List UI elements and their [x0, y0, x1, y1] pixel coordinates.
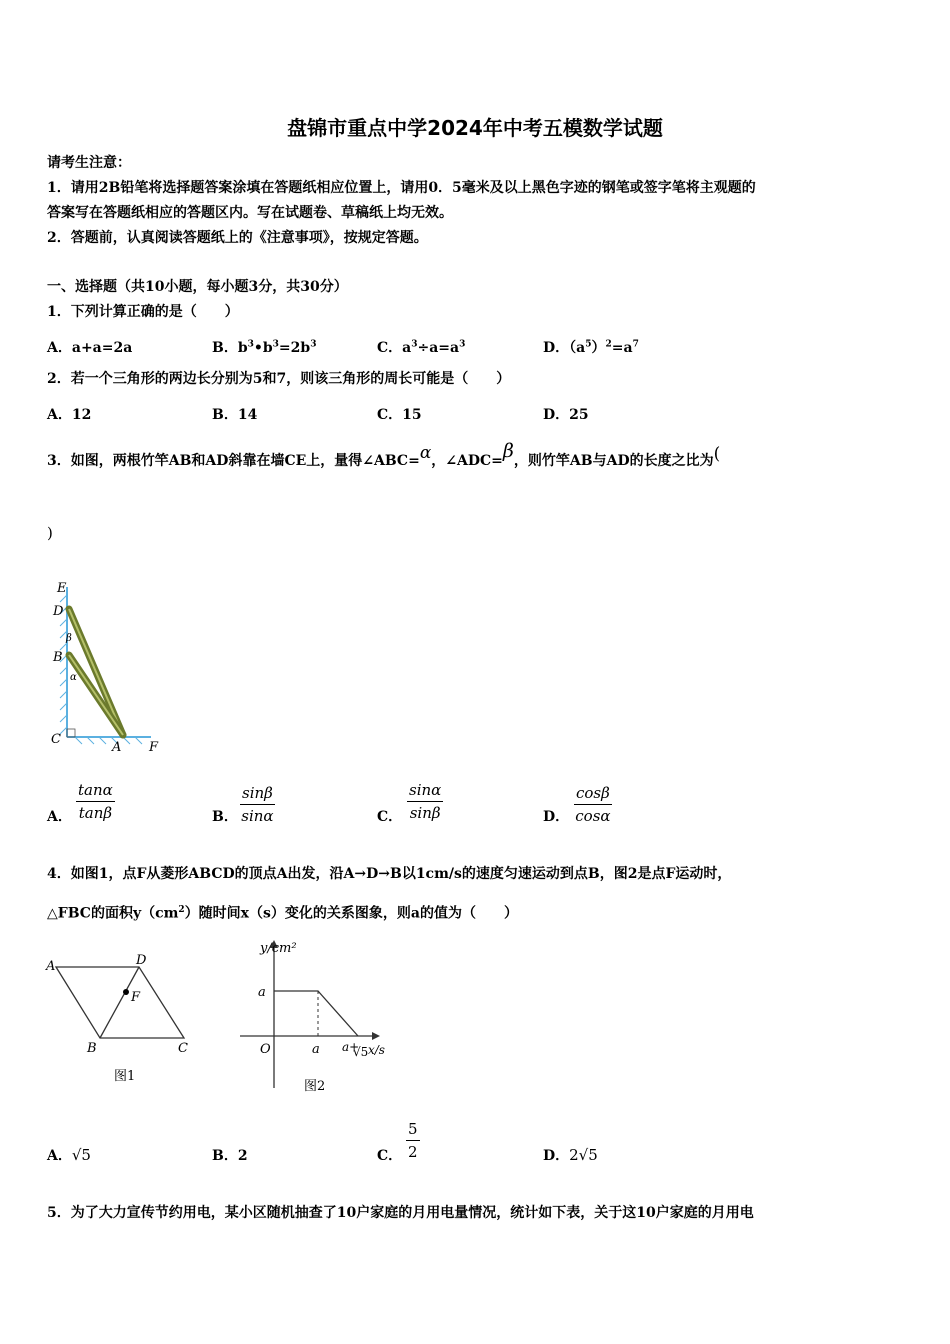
fig2-caption: 图2: [304, 1079, 326, 1094]
q3-stem: 3．如图，两根竹竿AB和AD斜靠在墙CE上，量得∠ABC=α，∠ADC=β，则竹竿AB与AD的长度之比为(: [47, 440, 721, 469]
fig2-sqrt5: √5: [353, 1045, 369, 1059]
fig1-label-B: B: [87, 1041, 97, 1056]
fig1-caption: 图1: [114, 1069, 136, 1084]
label-B: B: [53, 650, 63, 665]
q5-stem: 5．为了大力宣传节约用电，某小区随机抽查了10户家庭的月用电量情况，统计如下表，关于这10户家庭的月用电: [47, 1205, 754, 1221]
fig1-label-C: C: [178, 1041, 188, 1056]
q1-stem: 1．下列计算正确的是（ ）: [47, 304, 239, 320]
label-alpha: α: [70, 672, 77, 683]
q1-option-b: B．$b^3•b^3=2b^3$: [212, 339, 317, 356]
fig2-a-y: a: [258, 985, 266, 1000]
notice-line-2: 2．答题前，认真阅读答题纸上的《注意事项》，按规定答题。: [47, 230, 428, 246]
q4-figure-1: [42, 950, 202, 1090]
q1-option-c: C．$a^3\div a=a^3$: [377, 339, 466, 356]
label-E: E: [57, 581, 67, 596]
fig2-ylabel: y/cm²: [260, 941, 297, 956]
q3-option-d-label: D．: [543, 809, 570, 825]
q4-option-c: $\frac{5}{2}$: [408, 1120, 418, 1161]
q3-option-a: $\frac{\tan\alpha}{\tan\beta}$: [78, 781, 113, 822]
label-A: A: [112, 740, 122, 755]
fig2-a-x: a: [312, 1042, 320, 1057]
fig1-label-D: D: [136, 953, 147, 968]
fig2-xlabel: x/s: [368, 1043, 385, 1057]
label-C: C: [51, 732, 61, 747]
notice-line-1a: 1．请用2B铅笔将选择题答案涂填在答题纸相应位置上，请用0．5毫米及以上黑色字迹的钢笔或签字笔将主观题的: [47, 180, 756, 196]
notice-heading: 请考生注意：: [47, 155, 131, 171]
fig1-label-A: A: [46, 959, 56, 974]
q4-option-a: A．√5: [47, 1146, 91, 1164]
q3-option-a-label: A．: [47, 809, 72, 825]
notice-line-1b: 答案写在答题纸相应的答题区内。写在试题卷、草稿纸上均无效。: [47, 205, 453, 221]
q2-stem: 2．若一个三角形的两边长分别为5和7，则该三角形的周长可能是（ ）: [47, 371, 511, 387]
q3-option-d: $\frac{\cos\beta}{\cos\alpha}$: [575, 784, 611, 825]
q1-option-a: A．a+a=2a: [47, 340, 133, 356]
label-D: D: [53, 604, 64, 619]
q4-option-b: B．2: [212, 1148, 248, 1164]
q2-option-a: A．12: [47, 407, 92, 423]
q3-option-b: $\frac{\sin\beta}{\sin\alpha}$: [241, 784, 274, 825]
q3-figure: [45, 575, 175, 755]
q4-line-1: 4．如图1，点F从菱形ABCD的顶点A出发，沿A→D→B以1cm/s的速度匀速运动到点B，图2是点F运动时，: [47, 866, 732, 882]
q3-option-c-label: C．: [377, 809, 403, 825]
fig2-a-plus: a+: [342, 1040, 360, 1054]
q4-figure-2: [236, 938, 396, 1098]
q4-option-c-label: C．: [377, 1148, 403, 1164]
label-F: F: [149, 740, 159, 755]
q3-option-c: $\frac{\sin\alpha}{\sin\beta}$: [409, 781, 442, 822]
page-title: 盘锦市重点中学2024年中考五模数学试题: [287, 116, 663, 140]
q2-option-b: B．14: [212, 407, 258, 423]
section-heading: 一、选择题（共10小题，每小题3分，共30分）: [47, 279, 348, 295]
fig2-origin: O: [260, 1042, 271, 1057]
label-beta: β: [66, 633, 72, 644]
q2-option-c: C．15: [377, 407, 422, 423]
q1-option-d: D．$(a^5)^2=a^7$: [543, 339, 639, 356]
q3-close-paren: ): [47, 524, 53, 542]
q3-option-b-label: B．: [212, 809, 238, 825]
fig1-label-F: F: [131, 990, 141, 1005]
q2-option-d: D．25: [543, 407, 589, 423]
q4-line-2: △FBC的面积$y(cm^2)$随时间x（s）变化的关系图象，则a的值为（ ）: [47, 905, 518, 922]
q4-option-d: D．2√5: [543, 1146, 598, 1164]
